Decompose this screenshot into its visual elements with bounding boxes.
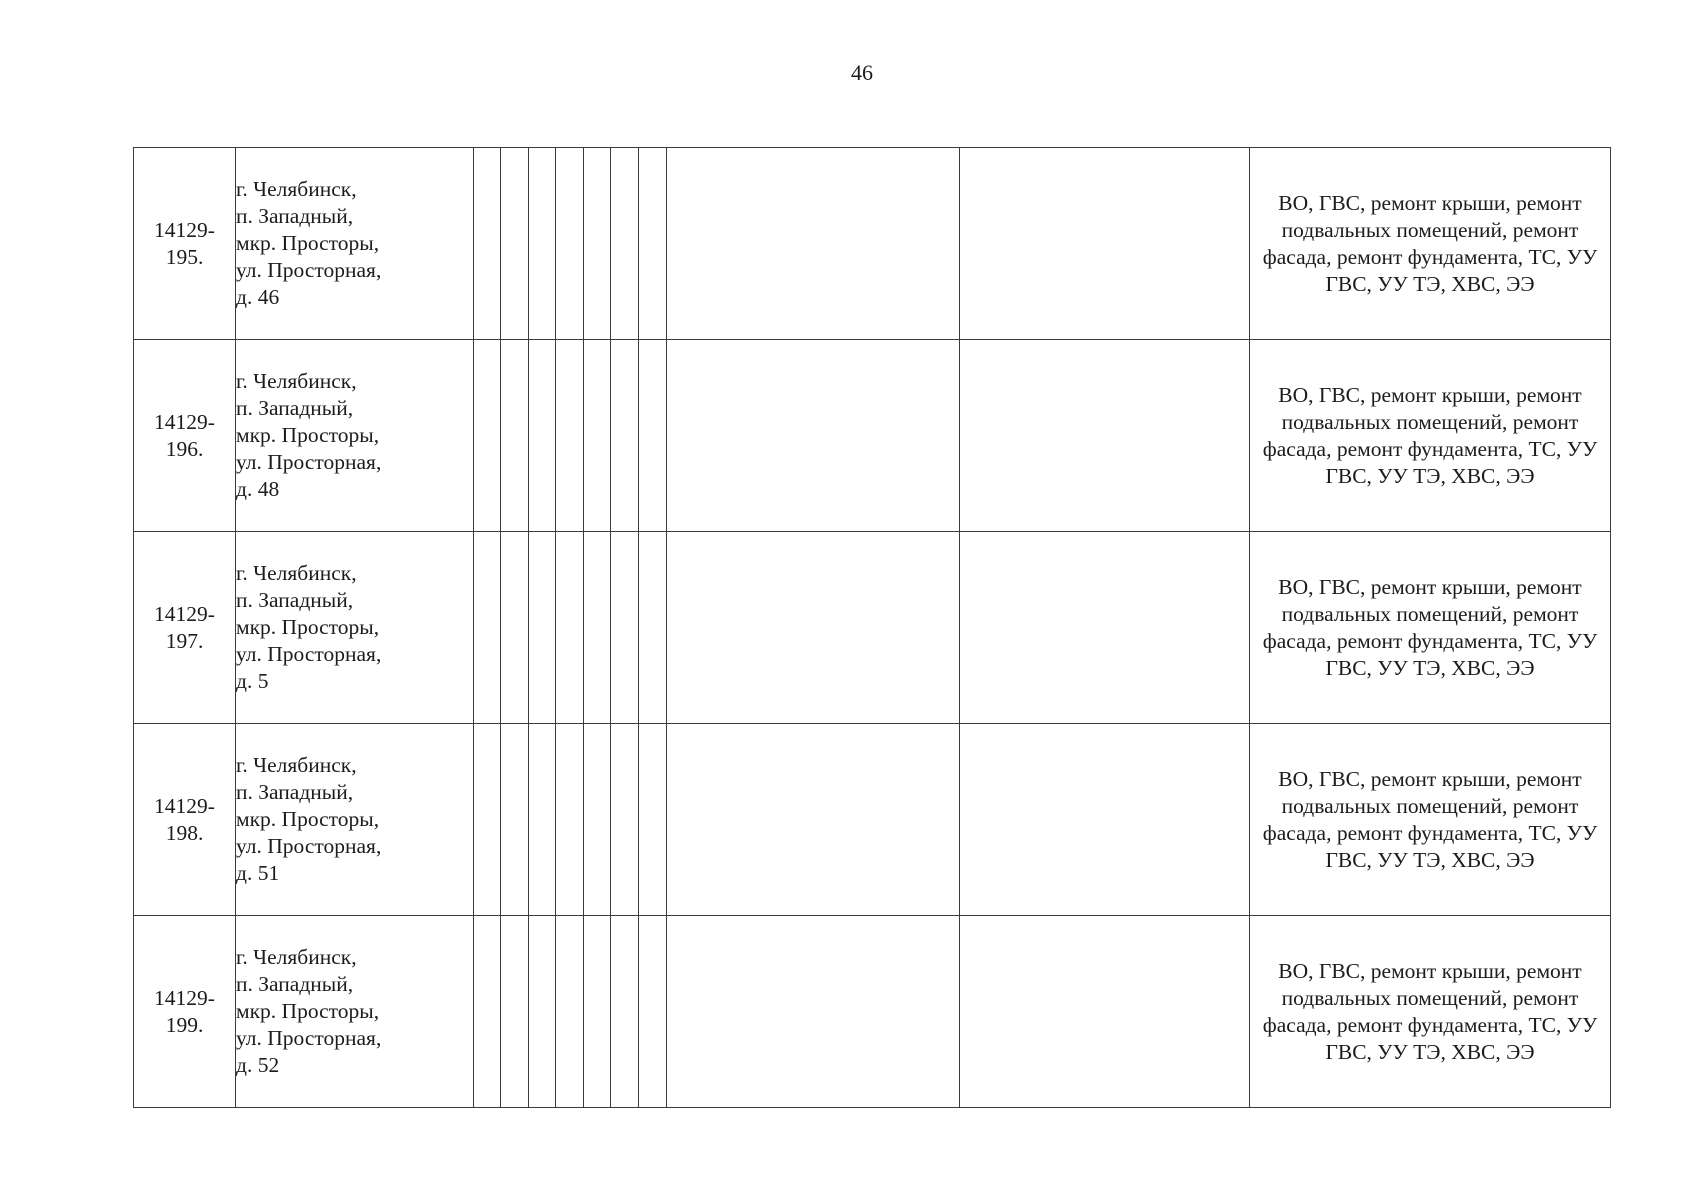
empty-cell xyxy=(639,532,667,724)
address-line: г. Челябинск, xyxy=(236,561,357,585)
empty-cell xyxy=(474,916,501,1108)
table-row xyxy=(134,724,1611,916)
empty-cell xyxy=(667,724,960,916)
address-line: п. Западный, xyxy=(236,204,354,228)
empty-cell xyxy=(584,916,611,1108)
table-row xyxy=(134,340,1611,532)
address-line: д. 52 xyxy=(236,1053,280,1077)
works-cell: ВО, ГВС, ремонт крыши, ремонт подвальных помещений, ремонт фасада, ремонт фундамента, ТС, УУ ГВС, УУ ТЭ, ХВС, ЭЭ xyxy=(1250,340,1611,532)
empty-cell xyxy=(960,724,1250,916)
empty-cell xyxy=(584,340,611,532)
empty-cell xyxy=(611,340,639,532)
address-cell xyxy=(236,532,474,724)
address-line: мкр. Просторы, xyxy=(236,231,380,255)
empty-cell xyxy=(501,340,529,532)
empty-cell xyxy=(584,532,611,724)
works-cell: ВО, ГВС, ремонт крыши, ремонт подвальных помещений, ремонт фасада, ремонт фундамента, ТС, УУ ГВС, УУ ТЭ, ХВС, ЭЭ xyxy=(1250,724,1611,916)
empty-cell xyxy=(667,340,960,532)
empty-cell xyxy=(529,148,556,340)
empty-cell xyxy=(501,532,529,724)
row-number: 14129- 198. xyxy=(134,724,236,916)
empty-cell xyxy=(639,148,667,340)
empty-cell xyxy=(960,916,1250,1108)
address-line: ул. Просторная, xyxy=(236,834,382,858)
empty-cell xyxy=(556,340,584,532)
address-line: г. Челябинск, xyxy=(236,369,357,393)
empty-cell xyxy=(584,148,611,340)
empty-cell xyxy=(556,916,584,1108)
empty-cell xyxy=(474,532,501,724)
address-cell xyxy=(236,148,474,340)
address-cell xyxy=(236,724,474,916)
address-line: г. Челябинск, xyxy=(236,177,357,201)
address-line: г. Челябинск, xyxy=(236,945,357,969)
empty-cell xyxy=(960,532,1250,724)
works-cell: ВО, ГВС, ремонт крыши, ремонт подвальных помещений, ремонт фасада, ремонт фундамента, ТС, УУ ГВС, УУ ТЭ, ХВС, ЭЭ xyxy=(1250,532,1611,724)
empty-cell xyxy=(960,340,1250,532)
buildings-table xyxy=(133,147,1611,1108)
empty-cell xyxy=(584,724,611,916)
address-cell xyxy=(236,340,474,532)
address-line: п. Западный, xyxy=(236,396,354,420)
empty-cell xyxy=(474,340,501,532)
empty-cell xyxy=(474,148,501,340)
row-number: 14129- 199. xyxy=(134,916,236,1108)
empty-cell xyxy=(556,724,584,916)
empty-cell xyxy=(529,532,556,724)
empty-cell xyxy=(556,532,584,724)
empty-cell xyxy=(501,148,529,340)
address-line: ул. Просторная, xyxy=(236,1026,382,1050)
table-body xyxy=(134,148,1611,1108)
empty-cell xyxy=(611,148,639,340)
empty-cell xyxy=(667,148,960,340)
page-number: 46 xyxy=(851,60,873,85)
empty-cell xyxy=(639,916,667,1108)
works-cell: ВО, ГВС, ремонт крыши, ремонт подвальных помещений, ремонт фасада, ремонт фундамента, ТС, УУ ГВС, УУ ТЭ, ХВС, ЭЭ xyxy=(1250,916,1611,1108)
address-line: мкр. Просторы, xyxy=(236,999,380,1023)
address-line: п. Западный, xyxy=(236,588,354,612)
row-number: 14129- 195. xyxy=(134,148,236,340)
row-number: 14129- 196. xyxy=(134,340,236,532)
empty-cell xyxy=(474,724,501,916)
address-line: ул. Просторная, xyxy=(236,450,382,474)
address-line: д. 48 xyxy=(236,477,280,501)
address-line: мкр. Просторы, xyxy=(236,807,380,831)
address-line: ул. Просторная, xyxy=(236,642,382,666)
empty-cell xyxy=(501,916,529,1108)
address-line: п. Западный, xyxy=(236,780,354,804)
address-line: мкр. Просторы, xyxy=(236,615,380,639)
empty-cell xyxy=(501,724,529,916)
address-line: п. Западный, xyxy=(236,972,354,996)
empty-cell xyxy=(529,340,556,532)
empty-cell xyxy=(611,916,639,1108)
empty-cell xyxy=(611,532,639,724)
address-line: мкр. Просторы, xyxy=(236,423,380,447)
row-number: 14129- 197. xyxy=(134,532,236,724)
empty-cell xyxy=(667,916,960,1108)
address-line: д. 51 xyxy=(236,861,280,885)
empty-cell xyxy=(611,724,639,916)
table-row xyxy=(134,532,1611,724)
empty-cell xyxy=(529,724,556,916)
empty-cell xyxy=(667,532,960,724)
empty-cell xyxy=(556,148,584,340)
address-line: д. 5 xyxy=(236,669,269,693)
address-line: д. 46 xyxy=(236,285,280,309)
table-row xyxy=(134,916,1611,1108)
address-line: г. Челябинск, xyxy=(236,753,357,777)
empty-cell xyxy=(639,340,667,532)
empty-cell xyxy=(529,916,556,1108)
address-cell xyxy=(236,916,474,1108)
address-line: ул. Просторная, xyxy=(236,258,382,282)
table-row xyxy=(134,148,1611,340)
empty-cell xyxy=(960,148,1250,340)
works-cell: ВО, ГВС, ремонт крыши, ремонт подвальных помещений, ремонт фасада, ремонт фундамента, ТС, УУ ГВС, УУ ТЭ, ХВС, ЭЭ xyxy=(1250,148,1611,340)
empty-cell xyxy=(639,724,667,916)
